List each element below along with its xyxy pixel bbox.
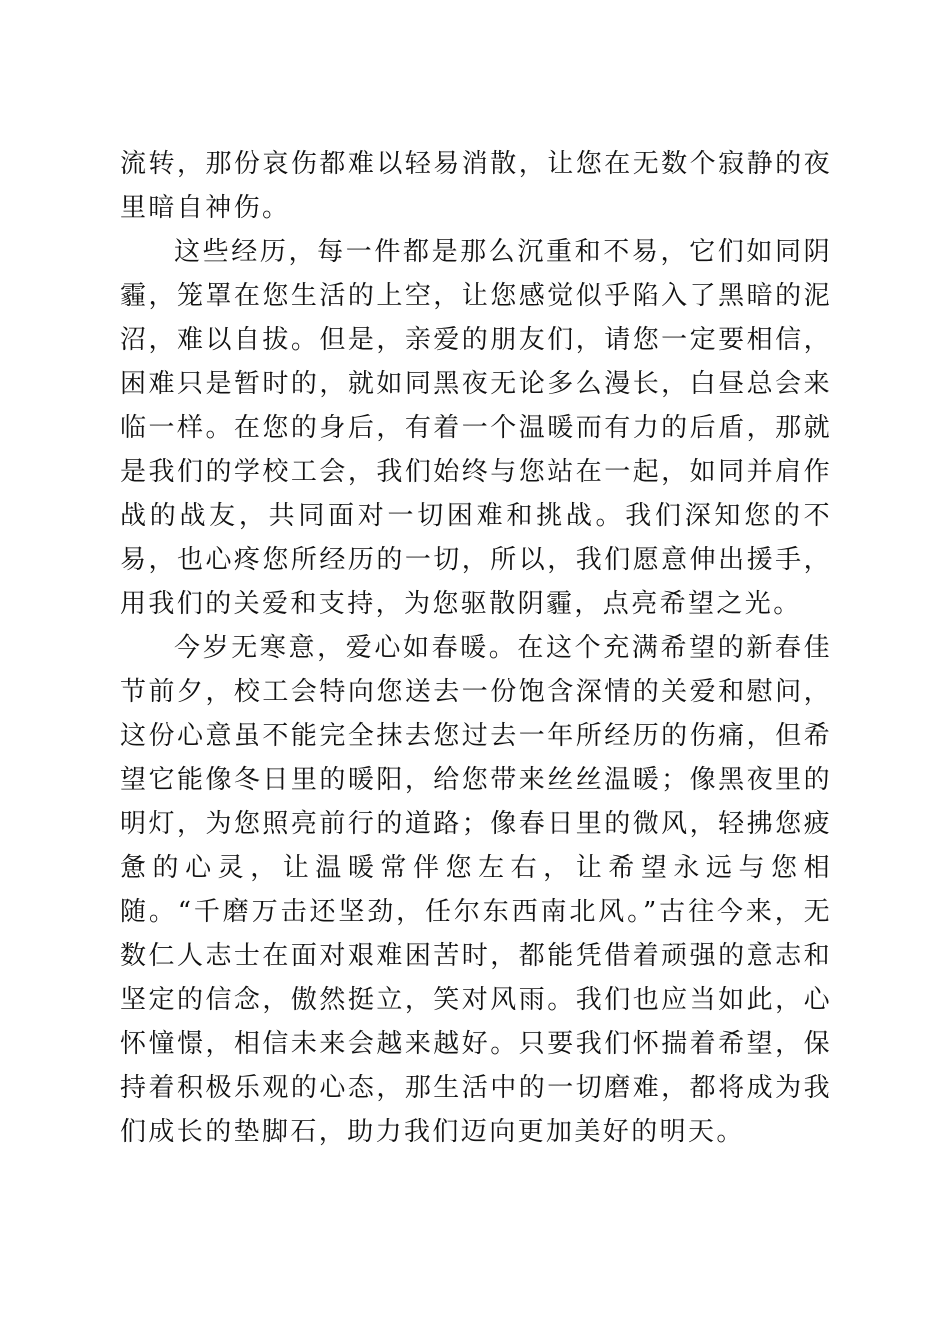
paragraph-experiences: 这些经历，每一件都是那么沉重和不易，它们如同阴霾，笼罩在您生活的上空，让您感觉似乎陷入了黑暗的泥沼，难以自拔。但是，亲爱的朋友们，请您一定要相信，困难只是暂时的，就如同黑夜无论多么漫长，白昼总会来临一样。在您的身后，有着一个温暖而有力的后盾，那就是我们的学校工会，我们始终与您站在一起，如同并肩作战的战友，共同面对一切困难和挑战。我们深知您的不易，也心疼您所经历的一切，所以，我们愿意伸出援手，用我们的关爱和支持，为您驱散阴霾，点亮希望之光。 xyxy=(120,237,832,619)
paragraph-continuation: 流转，那份哀伤都难以轻易消散，让您在无数个寂静的夜里暗自神伤。 xyxy=(120,149,832,223)
document-body xyxy=(120,142,832,1154)
paragraph-new-year-greeting: 今岁无寒意，爱心如春暖。在这个充满希望的新春佳节前夕，校工会特向您送去一份饱含深情的关爱和慰问，这份心意虽不能完全抹去您过去一年所经历的伤痛，但希望它能像冬日里的暖阳，给您带来丝丝温暖；像黑夜里的明灯，为您照亮前行的道路；像春日里的微风，轻拂您疲惫的心灵，让温暖常伴您左右，让希望永远与您相随。“千磨万击还坚劲，任尔东西南北风。”古往今来，无数仁人志士在面对艰难困苦时，都能凭借着顽强的意志和坚定的信念，傲然挺立，笑对风雨。我们也应当如此，心怀憧憬，相信未来会越来越好。只要我们怀揣着希望，保持着积极乐观的心态，那生活中的一切磨难，都将成为我们成长的垫脚石，助力我们迈向更加美好的明天。 xyxy=(120,633,832,1147)
